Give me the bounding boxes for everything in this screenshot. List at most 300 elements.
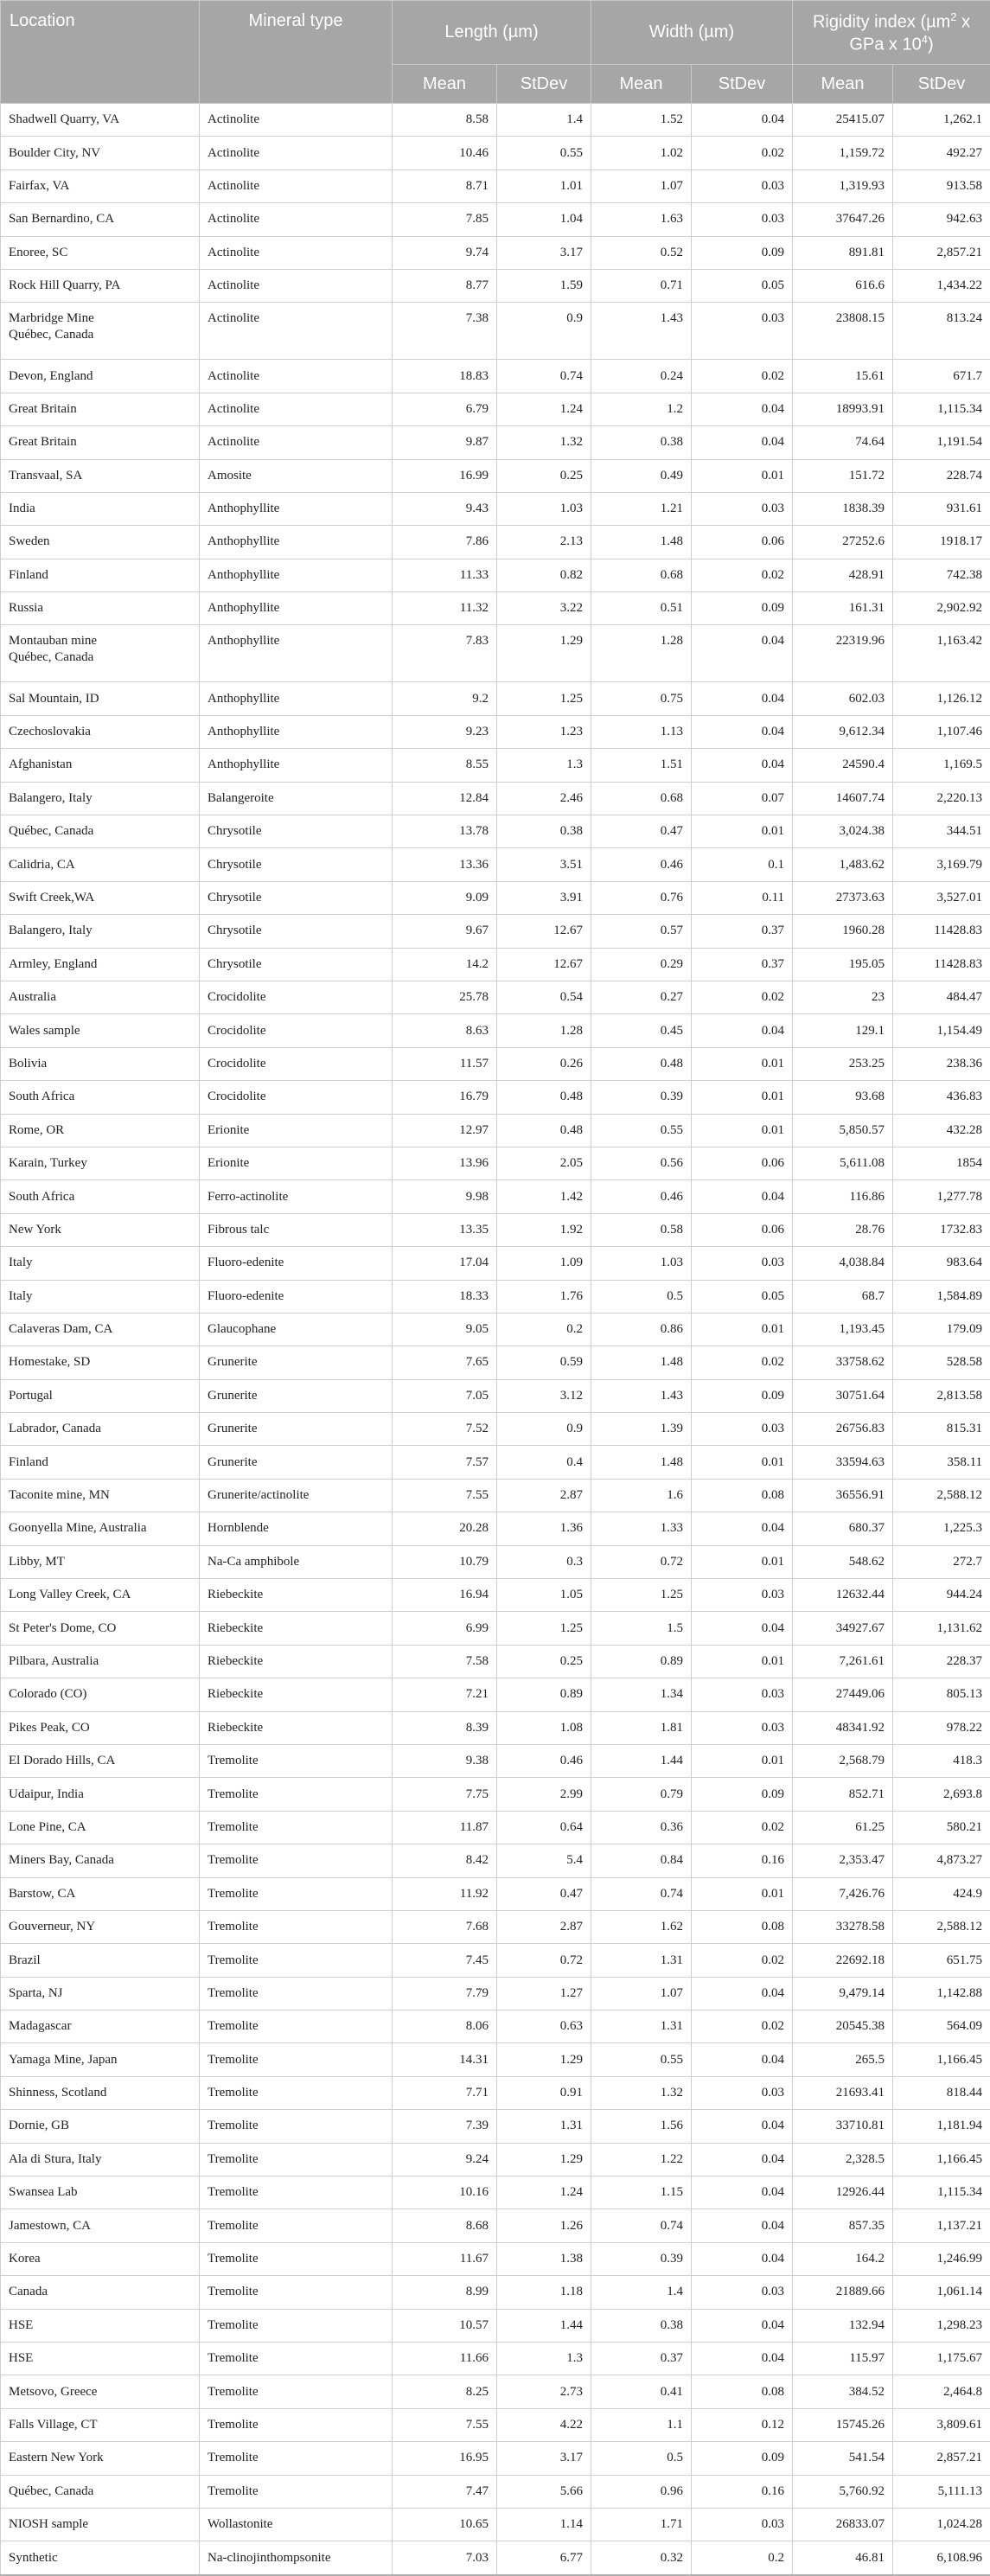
location-cell: Pilbara, Australia <box>1 1645 200 1678</box>
location-cell: Québec, Canada <box>1 815 200 848</box>
rigidity-stdev-cell: 6,108.96 <box>893 2541 990 2575</box>
length-mean-cell: 10.57 <box>393 2309 497 2342</box>
rigidity-stdev-cell: 931.61 <box>893 492 990 525</box>
location-cell: Eastern New York <box>1 2442 200 2475</box>
length-mean-cell: 8.58 <box>393 104 497 137</box>
length-stdev-cell: 2.46 <box>497 782 591 815</box>
location-cell: Udaipur, India <box>1 1778 200 1811</box>
width-mean-cell: 0.5 <box>591 1280 692 1313</box>
table-row <box>1 203 990 236</box>
width-stdev-cell: 0.04 <box>692 426 793 459</box>
length-mean-cell: 8.06 <box>393 2010 497 2043</box>
rigidity-stdev-cell: 805.13 <box>893 1678 990 1711</box>
table-row <box>1 1247 990 1280</box>
length-stdev-cell: 0.4 <box>497 1446 591 1479</box>
location-cell: South Africa <box>1 1180 200 1213</box>
mineral-type-cell: Actinolite <box>200 203 393 236</box>
rigidity-stdev-cell: 432.28 <box>893 1114 990 1147</box>
rigidity-mean-cell: 5,611.08 <box>793 1147 893 1179</box>
width-stdev-cell: 0.03 <box>692 203 793 236</box>
table-row <box>1 1579 990 1612</box>
location-cell: El Dorado Hills, CA <box>1 1744 200 1777</box>
width-stdev-cell: 0.02 <box>692 981 793 1013</box>
length-stdev-cell: 0.55 <box>497 137 591 169</box>
width-mean-cell: 0.37 <box>591 2343 692 2375</box>
length-stdev-cell: 2.87 <box>497 1910 591 1943</box>
mineral-type-cell: Tremolite <box>200 2309 393 2342</box>
width-stdev-cell: 0.09 <box>692 592 793 625</box>
width-stdev-cell: 0.08 <box>692 1910 793 1943</box>
length-mean-cell: 18.83 <box>393 360 497 393</box>
rigidity-mean-cell: 115.97 <box>793 2343 893 2375</box>
table-row <box>1 1379 990 1412</box>
length-mean-cell: 8.55 <box>393 749 497 782</box>
table-row <box>1 1612 990 1645</box>
rigidity-stdev-cell: 1732.83 <box>893 1213 990 1246</box>
length-mean-cell: 7.75 <box>393 1778 497 1811</box>
location-cell: Calaveras Dam, CA <box>1 1313 200 1346</box>
length-mean-cell: 9.87 <box>393 426 497 459</box>
width-stdev-cell: 0.04 <box>692 1512 793 1545</box>
rigidity-stdev-cell: 2,220.13 <box>893 782 990 815</box>
rigidity-stdev-cell: 3,169.79 <box>893 848 990 881</box>
width-stdev-cell: 0.02 <box>692 137 793 169</box>
rigidity-mean-cell: 680.37 <box>793 1512 893 1545</box>
length-stdev-cell: 2.05 <box>497 1147 591 1179</box>
table-row <box>1 2375 990 2408</box>
table-row <box>1 459 990 492</box>
rigidity-stdev-cell: 1,126.12 <box>893 682 990 715</box>
rigidity-mean-cell: 852.71 <box>793 1778 893 1811</box>
rigidity-stdev-cell: 2,588.12 <box>893 1910 990 1943</box>
mineral-type-cell: Chrysotile <box>200 881 393 914</box>
rigidity-mean-cell: 12632.44 <box>793 1579 893 1612</box>
rigidity-mean-cell: 34927.67 <box>793 1612 893 1645</box>
rigidity-stdev-cell: 424.9 <box>893 1877 990 1910</box>
width-mean-cell: 0.47 <box>591 815 692 848</box>
width-stdev-cell: 0.01 <box>692 1114 793 1147</box>
width-mean-cell: 0.68 <box>591 559 692 591</box>
location-cell: San Bernardino, CA <box>1 203 200 236</box>
width-mean-cell: 1.6 <box>591 1479 692 1512</box>
rigidity-mean-cell: 9,479.14 <box>793 1977 893 2010</box>
length-mean-cell: 10.79 <box>393 1545 497 1578</box>
width-mean-cell: 1.48 <box>591 1346 692 1379</box>
rigidity-mean-cell: 5,760.92 <box>793 2475 893 2508</box>
mineral-type-cell: Tremolite <box>200 2076 393 2109</box>
rigidity-mean-cell: 68.7 <box>793 1280 893 1313</box>
width-stdev-cell: 0.01 <box>692 1313 793 1346</box>
mineral-type-header: Mineral type <box>200 1 393 104</box>
length-stdev-cell: 0.48 <box>497 1081 591 1114</box>
length-stdev-cell: 1.28 <box>497 1014 591 1047</box>
location-cell: NIOSH sample <box>1 2508 200 2541</box>
table-row <box>1 1645 990 1678</box>
rigidity-stdev-cell: 528.58 <box>893 1346 990 1379</box>
rigidity-stdev-cell: 813.24 <box>893 303 990 360</box>
rigidity-stdev-cell: 580.21 <box>893 1811 990 1844</box>
mineral-type-cell: Actinolite <box>200 104 393 137</box>
mineral-type-cell: Anthophyllite <box>200 625 393 682</box>
location-cell: Transvaal, SA <box>1 459 200 492</box>
width-mean-header: Mean <box>591 65 692 104</box>
length-stdev-cell: 1.29 <box>497 2043 591 2076</box>
width-mean-cell: 0.48 <box>591 1047 692 1080</box>
width-mean-cell: 1.43 <box>591 303 692 360</box>
location-cell: Russia <box>1 592 200 625</box>
length-mean-cell: 7.83 <box>393 625 497 682</box>
table-row <box>1 169 990 202</box>
width-stdev-cell: 0.04 <box>692 2043 793 2076</box>
rigidity-mean-cell: 164.2 <box>793 2242 893 2275</box>
rigidity-mean-cell: 116.86 <box>793 1180 893 1213</box>
table-row <box>1 2242 990 2275</box>
width-mean-cell: 1.48 <box>591 526 692 559</box>
location-cell: Great Britain <box>1 426 200 459</box>
length-mean-cell: 7.21 <box>393 1678 497 1711</box>
rigidity-stdev-cell: 344.51 <box>893 815 990 848</box>
length-stdev-cell: 0.63 <box>497 2010 591 2043</box>
mineral-type-cell: Anthophyllite <box>200 559 393 591</box>
length-stdev-cell: 0.91 <box>497 2076 591 2109</box>
length-mean-cell: 9.43 <box>393 492 497 525</box>
mineral-type-cell: Grunerite <box>200 1379 393 1412</box>
location-cell: Jamestown, CA <box>1 2209 200 2242</box>
length-mean-cell: 14.31 <box>393 2043 497 2076</box>
rigidity-stdev-cell: 1,181.94 <box>893 2110 990 2143</box>
location-cell: Yamaga Mine, Japan <box>1 2043 200 2076</box>
table-row <box>1 1545 990 1578</box>
rigidity-stdev-cell: 815.31 <box>893 1413 990 1446</box>
length-stdev-cell: 3.22 <box>497 592 591 625</box>
location-cell: Devon, England <box>1 360 200 393</box>
length-stdev-cell: 0.38 <box>497 815 591 848</box>
rigidity-stdev-cell: 228.37 <box>893 1645 990 1678</box>
length-mean-cell: 7.45 <box>393 1944 497 1977</box>
length-stdev-cell: 0.9 <box>497 1413 591 1446</box>
length-mean-cell: 9.2 <box>393 682 497 715</box>
length-stdev-cell: 1.14 <box>497 2508 591 2541</box>
mineral-type-cell: Tremolite <box>200 2475 393 2508</box>
length-mean-cell: 8.42 <box>393 1844 497 1877</box>
rigidity-stdev-cell: 1,434.22 <box>893 269 990 302</box>
length-stdev-cell: 12.67 <box>497 915 591 948</box>
length-mean-cell: 8.99 <box>393 2276 497 2309</box>
rigidity-stdev-cell: 418.3 <box>893 1744 990 1777</box>
location-cell: India <box>1 492 200 525</box>
length-mean-cell: 9.74 <box>393 236 497 269</box>
table-row <box>1 881 990 914</box>
length-stdev-cell: 1.24 <box>497 2176 591 2209</box>
location-cell: Pikes Peak, CO <box>1 1711 200 1744</box>
mineral-type-cell: Tremolite <box>200 2375 393 2408</box>
width-stdev-cell: 0.16 <box>692 1844 793 1877</box>
table-row <box>1 1114 990 1147</box>
length-mean-cell: 11.32 <box>393 592 497 625</box>
table-row <box>1 625 990 682</box>
table-row <box>1 104 990 137</box>
rigidity-stdev-cell: 3,527.01 <box>893 881 990 914</box>
location-cell: Swansea Lab <box>1 2176 200 2209</box>
table-row <box>1 236 990 269</box>
table-row <box>1 137 990 169</box>
length-mean-cell: 7.68 <box>393 1910 497 1943</box>
rigidity-mean-cell: 12926.44 <box>793 2176 893 2209</box>
width-mean-cell: 0.74 <box>591 2209 692 2242</box>
length-stdev-cell: 1.04 <box>497 203 591 236</box>
table-row <box>1 2110 990 2143</box>
rigidity-stdev-cell: 1,163.42 <box>893 625 990 682</box>
width-stdev-cell: 0.01 <box>692 459 793 492</box>
table-row <box>1 1446 990 1479</box>
location-cell: Sparta, NJ <box>1 1977 200 2010</box>
mineral-type-cell: Actinolite <box>200 360 393 393</box>
table-row <box>1 1711 990 1744</box>
location-cell: Falls Village, CT <box>1 2408 200 2441</box>
location-cell: Montauban mine Québec, Canada <box>1 625 200 682</box>
length-mean-cell: 7.52 <box>393 1413 497 1446</box>
length-mean-cell: 7.79 <box>393 1977 497 2010</box>
width-mean-cell: 0.56 <box>591 1147 692 1179</box>
width-stdev-cell: 0.03 <box>692 1413 793 1446</box>
rigidity-stdev-cell: 2,693.8 <box>893 1778 990 1811</box>
rigidity-mean-cell: 21693.41 <box>793 2076 893 2109</box>
length-stdev-cell: 3.17 <box>497 2442 591 2475</box>
width-stdev-cell: 0.03 <box>692 2076 793 2109</box>
table-row <box>1 948 990 981</box>
width-mean-cell: 1.31 <box>591 1944 692 1977</box>
table-row <box>1 2143 990 2176</box>
rigidity-stdev-cell: 944.24 <box>893 1579 990 1612</box>
width-stdev-cell: 0.01 <box>692 1877 793 1910</box>
length-mean-cell: 20.28 <box>393 1512 497 1545</box>
width-mean-cell: 1.25 <box>591 1579 692 1612</box>
rigidity-mean-cell: 151.72 <box>793 459 893 492</box>
length-mean-cell: 8.63 <box>393 1014 497 1047</box>
rigidity-mean-cell: 37647.26 <box>793 203 893 236</box>
length-mean-cell: 8.68 <box>393 2209 497 2242</box>
mineral-type-cell: Riebeckite <box>200 1645 393 1678</box>
location-cell: Synthetic <box>1 2541 200 2575</box>
width-mean-cell: 1.63 <box>591 203 692 236</box>
width-stdev-cell: 0.04 <box>692 2143 793 2176</box>
length-stdev-cell: 1.31 <box>497 2110 591 2143</box>
table-row <box>1 559 990 591</box>
length-stdev-cell: 0.74 <box>497 360 591 393</box>
table-row <box>1 2010 990 2043</box>
rigidity-mean-cell: 857.35 <box>793 2209 893 2242</box>
rigidity-mean-header: Mean <box>793 65 893 104</box>
length-stdev-header: StDev <box>497 65 591 104</box>
length-mean-cell: 7.58 <box>393 1645 497 1678</box>
width-stdev-cell: 0.01 <box>692 1446 793 1479</box>
width-stdev-cell: 0.03 <box>692 1711 793 1744</box>
mineral-type-cell: Fluoro-edenite <box>200 1280 393 1313</box>
mineral-type-cell: Chrysotile <box>200 815 393 848</box>
width-mean-cell: 0.52 <box>591 236 692 269</box>
length-mean-cell: 11.67 <box>393 2242 497 2275</box>
width-mean-cell: 1.13 <box>591 715 692 748</box>
location-cell: New York <box>1 1213 200 1246</box>
length-mean-cell: 7.03 <box>393 2541 497 2575</box>
length-mean-cell: 7.71 <box>393 2076 497 2109</box>
rigidity-mean-cell: 5,850.57 <box>793 1114 893 1147</box>
width-mean-cell: 1.44 <box>591 1744 692 1777</box>
length-stdev-cell: 1.25 <box>497 1612 591 1645</box>
rigidity-mean-cell: 30751.64 <box>793 1379 893 1412</box>
location-cell: Balangero, Italy <box>1 782 200 815</box>
length-mean-cell: 7.85 <box>393 203 497 236</box>
length-mean-cell: 11.33 <box>393 559 497 591</box>
rigidity-stdev-cell: 2,857.21 <box>893 236 990 269</box>
length-mean-cell: 8.39 <box>393 1711 497 1744</box>
table-row <box>1 1778 990 1811</box>
mineral-type-cell: Anthophyllite <box>200 526 393 559</box>
width-stdev-cell: 0.1 <box>692 848 793 881</box>
width-mean-cell: 0.41 <box>591 2375 692 2408</box>
mineral-type-cell: Tremolite <box>200 1910 393 1943</box>
table-row <box>1 2475 990 2508</box>
table-row <box>1 981 990 1013</box>
width-mean-cell: 1.81 <box>591 1711 692 1744</box>
rigidity-mean-cell: 23808.15 <box>793 303 893 360</box>
table-body <box>1 104 990 2575</box>
rigidity-stdev-cell: 1,166.45 <box>893 2043 990 2076</box>
table-row <box>1 2408 990 2441</box>
mineral-type-cell: Tremolite <box>200 1811 393 1844</box>
length-mean-cell: 9.05 <box>393 1313 497 1346</box>
width-mean-cell: 0.27 <box>591 981 692 1013</box>
length-stdev-cell: 6.77 <box>497 2541 591 2575</box>
rigidity-mean-cell: 428.91 <box>793 559 893 591</box>
length-stdev-cell: 1.08 <box>497 1711 591 1744</box>
length-mean-cell: 16.99 <box>393 459 497 492</box>
rigidity-mean-cell: 2,328.5 <box>793 2143 893 2176</box>
width-mean-cell: 1.31 <box>591 2010 692 2043</box>
mineral-type-cell: Chrysotile <box>200 948 393 981</box>
length-stdev-cell: 2.87 <box>497 1479 591 1512</box>
length-stdev-cell: 1.44 <box>497 2309 591 2342</box>
length-stdev-cell: 0.25 <box>497 459 591 492</box>
width-stdev-cell: 0.06 <box>692 526 793 559</box>
width-mean-cell: 0.45 <box>591 1014 692 1047</box>
rigidity-mean-cell: 265.5 <box>793 2043 893 2076</box>
width-mean-cell: 0.96 <box>591 2475 692 2508</box>
rigidity-mean-cell: 18993.91 <box>793 393 893 425</box>
rigidity-stdev-cell: 1,298.23 <box>893 2309 990 2342</box>
width-mean-cell: 1.43 <box>591 1379 692 1412</box>
length-mean-cell: 25.78 <box>393 981 497 1013</box>
length-mean-cell: 16.79 <box>393 1081 497 1114</box>
location-cell: Metsovo, Greece <box>1 2375 200 2408</box>
length-mean-cell: 9.98 <box>393 1180 497 1213</box>
length-mean-cell: 9.38 <box>393 1744 497 1777</box>
table-row <box>1 682 990 715</box>
width-mean-cell: 0.51 <box>591 592 692 625</box>
width-stdev-cell: 0.05 <box>692 269 793 302</box>
width-stdev-cell: 0.2 <box>692 2541 793 2575</box>
rigidity-stdev-cell: 1,191.54 <box>893 426 990 459</box>
width-stdev-cell: 0.09 <box>692 2442 793 2475</box>
length-stdev-cell: 1.05 <box>497 1579 591 1612</box>
length-mean-cell: 7.57 <box>393 1446 497 1479</box>
table-row <box>1 1678 990 1711</box>
rigidity-stdev-cell: 179.09 <box>893 1313 990 1346</box>
width-stdev-cell: 0.06 <box>692 1147 793 1179</box>
location-cell: St Peter's Dome, CO <box>1 1612 200 1645</box>
width-mean-cell: 0.74 <box>591 1877 692 1910</box>
length-mean-cell: 11.87 <box>393 1811 497 1844</box>
width-stdev-cell: 0.01 <box>692 1645 793 1678</box>
length-mean-cell: 12.84 <box>393 782 497 815</box>
location-cell: Marbridge Mine Québec, Canada <box>1 303 200 360</box>
rigidity-mean-cell: 253.25 <box>793 1047 893 1080</box>
rigidity-stdev-cell: 3,809.61 <box>893 2408 990 2441</box>
table-row <box>1 1413 990 1446</box>
width-mean-cell: 0.79 <box>591 1778 692 1811</box>
length-stdev-cell: 1.25 <box>497 682 591 715</box>
width-mean-cell: 1.52 <box>591 104 692 137</box>
length-stdev-cell: 1.27 <box>497 1977 591 2010</box>
rigidity-stdev-cell: 651.75 <box>893 1944 990 1977</box>
mineral-type-cell: Actinolite <box>200 303 393 360</box>
length-stdev-cell: 1.76 <box>497 1280 591 1313</box>
length-stdev-cell: 0.3 <box>497 1545 591 1578</box>
rigidity-stdev-cell: 1,277.78 <box>893 1180 990 1213</box>
mineral-type-cell: Tremolite <box>200 2442 393 2475</box>
mineral-type-cell: Tremolite <box>200 2276 393 2309</box>
location-cell: Rock Hill Quarry, PA <box>1 269 200 302</box>
rigidity-mean-cell: 129.1 <box>793 1014 893 1047</box>
rigidity-stdev-cell: 1,061.14 <box>893 2276 990 2309</box>
width-stdev-header: StDev <box>692 65 793 104</box>
table-row <box>1 848 990 881</box>
location-cell: Wales sample <box>1 1014 200 1047</box>
table-row <box>1 393 990 425</box>
location-cell: Armley, England <box>1 948 200 981</box>
table-row <box>1 1014 990 1047</box>
width-mean-cell: 1.5 <box>591 1612 692 1645</box>
rigidity-mean-cell: 616.6 <box>793 269 893 302</box>
location-cell: Lone Pine, CA <box>1 1811 200 1844</box>
mineral-type-cell: Erionite <box>200 1114 393 1147</box>
location-cell: Canada <box>1 2276 200 2309</box>
mineral-type-cell: Anthophyllite <box>200 749 393 782</box>
mineral-type-cell: Actinolite <box>200 137 393 169</box>
length-mean-cell: 11.66 <box>393 2343 497 2375</box>
length-mean-cell: 7.55 <box>393 2408 497 2441</box>
width-stdev-cell: 0.02 <box>692 360 793 393</box>
rigidity-stdev-cell: 492.27 <box>893 137 990 169</box>
rigidity-stdev-cell: 1854 <box>893 1147 990 1179</box>
width-mean-cell: 0.55 <box>591 1114 692 1147</box>
length-stdev-cell: 1.3 <box>497 749 591 782</box>
length-mean-cell: 13.78 <box>393 815 497 848</box>
mineral-type-cell: Grunerite <box>200 1446 393 1479</box>
location-cell: Italy <box>1 1247 200 1280</box>
location-cell: Rome, OR <box>1 1114 200 1147</box>
width-mean-cell: 0.38 <box>591 2309 692 2342</box>
mineral-type-cell: Riebeckite <box>200 1579 393 1612</box>
width-mean-cell: 0.86 <box>591 1313 692 1346</box>
location-cell: Boulder City, NV <box>1 137 200 169</box>
width-mean-cell: 1.07 <box>591 169 692 202</box>
width-mean-cell: 0.55 <box>591 2043 692 2076</box>
location-cell: Enoree, SC <box>1 236 200 269</box>
rigidity-mean-cell: 24590.4 <box>793 749 893 782</box>
rigidity-mean-cell: 1,193.45 <box>793 1313 893 1346</box>
rigidity-mean-cell: 23 <box>793 981 893 1013</box>
